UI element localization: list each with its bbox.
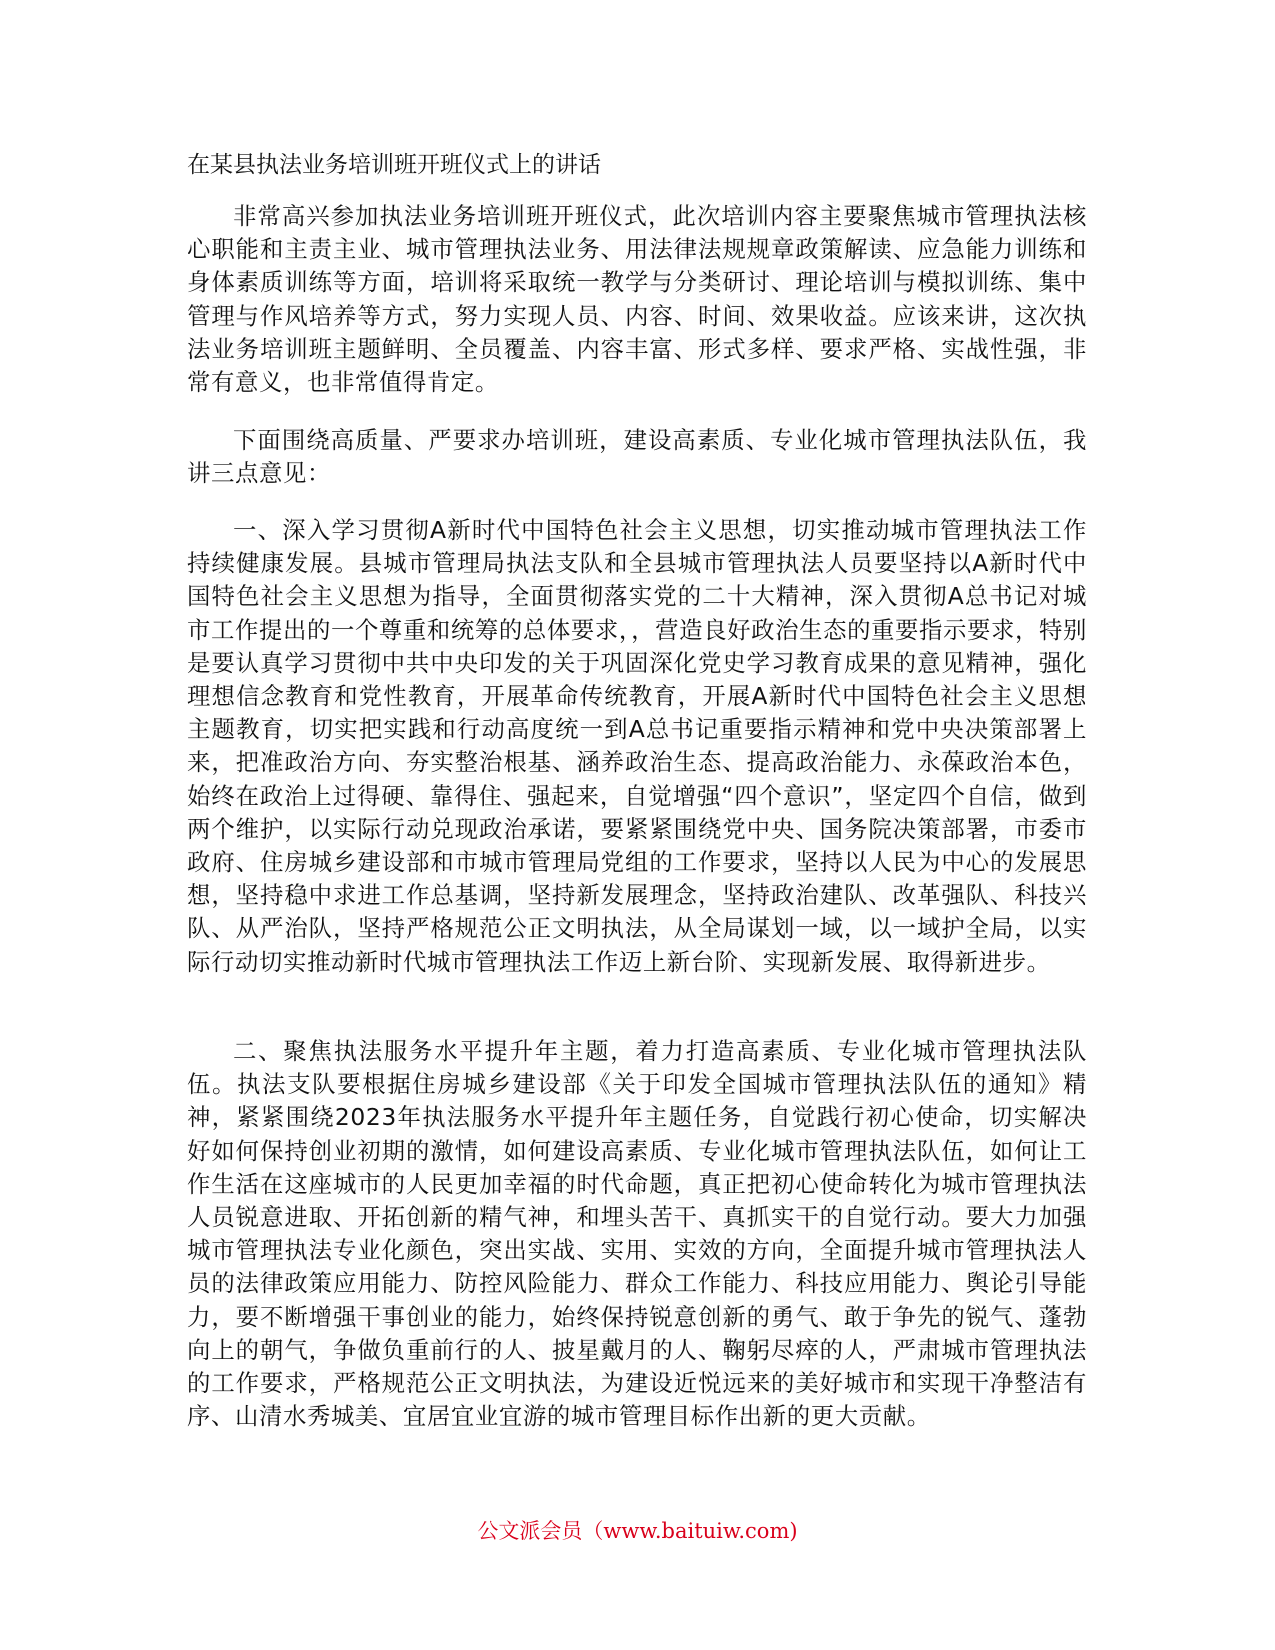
paragraph-intro: 非常高兴参加执法业务培训班开班仪式，此次培训内容主要聚焦城市管理执法核心职能和主责主业、城市管理执法业务、用法律法规规章政策解读、应急能力训练和身体素质训练等方面，培训将采取统一教学与分类研讨、理论培训与模拟训练、集中管理与作风培养等方式，努力实现人员、内容、时间、效果收益。应该来讲，这次执法业务培训班主题鲜明、全员覆盖、内容丰富、形式多样、要求严格、实战性强，非常有意义，也非常值得肯定。 xyxy=(187,202,1087,397)
footer-paren-open: （ xyxy=(582,1519,604,1543)
paragraph-outline: 下面围绕高质量、严要求办培训班，建设高素质、专业化城市管理执法队伍，我讲三点意见： xyxy=(187,426,1087,488)
footer-watermark xyxy=(0,1516,1275,1546)
paragraph-point-one: 一、深入学习贯彻A新时代中国特色社会主义思想，切实推动城市管理执法工作持续健康发展。县城市管理局执法支队和全县城市管理执法人员要坚持以A新时代中国特色社会主义思想为指导，全面贯彻落实党的二十大精神，深入贯彻A总书记对城市工作提出的一个尊重和统筹的总体要求，，营造良好政治生态的重要指示要求，特别是要认真学习贯彻中共中央印发的关于巩固深化党史学习教育成果的意见精神，强化理想信念教育和党性教育，开展革命传统教育，开展A新时代中国特色社会主义思想主题教育，切实把实践和行动高度统一到A总书记重要指示精神和党中央决策部署上来，把准政治方向、夯实整治根基、涵养政治生态、提高政治能力、永葆政治本色，始终在政治上过得硬、靠得住、强起来，自觉增强“四个意识”，坚定四个自信，做到两个维护，以实际行动兑现政治承诺，要紧紧围绕党中央、国务院决策部署，市委市政府、住房城乡建设部和市城市管理局党组的工作要求，坚持以人民为中心的发展思想，坚持稳中求进工作总基调，坚持新发展理念，坚持政治建队、改革强队、科技兴队、从严治队，坚持严格规范公正文明执法，从全局谋划一域，以一域护全局，以实际行动切实推动新时代城市管理执法工作迈上新台阶、实现新发展、取得新进步。 xyxy=(187,516,1087,976)
footer-paren-close: ) xyxy=(789,1519,798,1543)
footer-url-link[interactable]: www.baituiw.com xyxy=(603,1519,790,1543)
footer-brand: 公文派会员 xyxy=(477,1519,583,1543)
paragraph-point-two: 二、聚焦执法服务水平提升年主题，着力打造高素质、专业化城市管理执法队伍。执法支队要根据住房城乡建设部《关于印发全国城市管理执法队伍的通知》精神，紧紧围绕2023年执法服务水平提升年主题任务，自觉践行初心使命，切实解决好如何保持创业初期的激情，如何建设高素质、专业化城市管理执法队伍，如何让工作生活在这座城市的人民更加幸福的时代命题，真正把初心使命转化为城市管理执法人员锐意进取、开拓创新的精气神，和埋头苦干、真抓实干的自觉行动。要大力加强城市管理执法专业化颜色，突出实战、实用、实效的方向，全面提升城市管理执法人员的法律政策应用能力、防控风险能力、群众工作能力、科技应用能力、舆论引导能力，要不断增强干事创业的能力，始终保持锐意创新的勇气、敢于争先的锐气、蓬勃向上的朝气，争做负重前行的人、披星戴月的人、鞠躬尽瘁的人，严肃城市管理执法的工作要求，严格规范公正文明执法，为建设近悦远来的美好城市和实现干净整洁有序、山清水秀城美、宜居宜业宜游的城市管理目标作出新的更大贡献。 xyxy=(187,1037,1087,1431)
document-title: 在某县执法业务培训班开班仪式上的讲话 xyxy=(187,152,601,178)
